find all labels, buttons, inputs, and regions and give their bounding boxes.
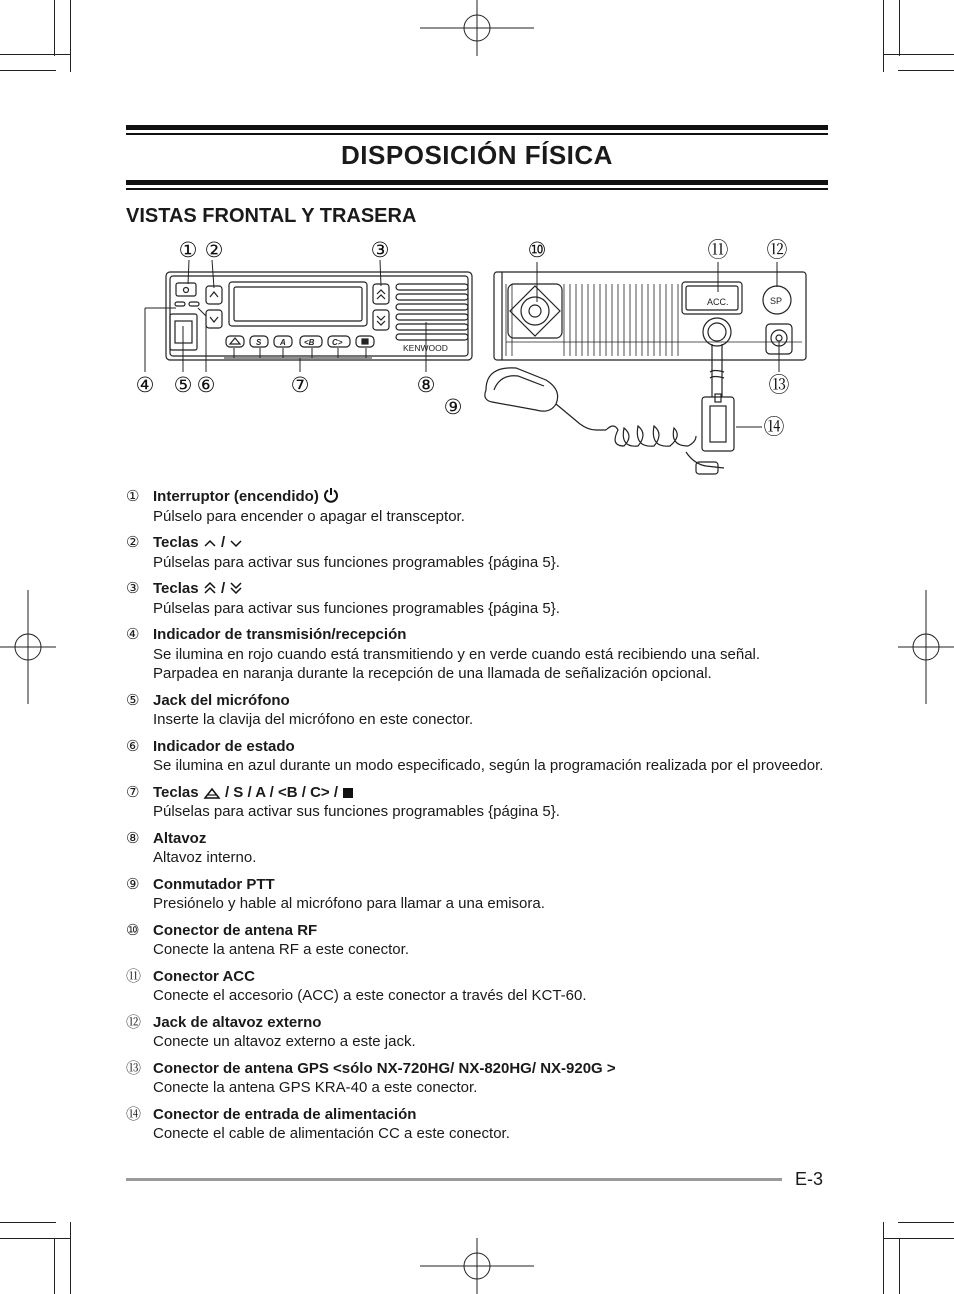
acc-label: ACC.: [707, 297, 729, 307]
microphone: [485, 368, 724, 474]
item-number: ⑭: [126, 1105, 142, 1123]
registration-mark-right: [898, 590, 954, 704]
item-title: Interruptor (encendido): [153, 488, 319, 505]
crop-mark: [884, 54, 954, 55]
item-number: ③: [126, 580, 140, 597]
crop-mark: [0, 1238, 70, 1239]
callout-2: ②: [204, 238, 224, 262]
item-title-keys: / S / A / <B / C> /: [224, 783, 339, 801]
item-number: ⑬: [126, 1059, 142, 1077]
callout-1: ①: [178, 238, 198, 262]
item-number: ⑪: [126, 967, 142, 985]
rf-antenna-connector: [508, 284, 562, 338]
section-title: VISTAS FRONTAL Y TRASERA: [126, 205, 417, 227]
item-title: Conector ACC: [153, 967, 255, 985]
list-item: [126, 737, 828, 776]
callout-7: ⑦: [290, 373, 310, 397]
crop-mark: [0, 54, 70, 55]
list-item: [126, 533, 828, 572]
crop-mark: [70, 1222, 71, 1294]
crop-mark: [884, 1238, 954, 1239]
item-title: Conmutador PTT: [153, 875, 275, 893]
double-up-chevron-icon: [203, 581, 217, 595]
callout-14: ⑭: [763, 415, 785, 439]
crop-mark: [898, 70, 954, 71]
title-rule-top: [126, 125, 828, 135]
item-description: Púlselas para activar sus funciones programables {página 5}.: [153, 803, 560, 820]
item-number: ⑨: [126, 875, 140, 893]
page-number: E-3: [795, 1169, 824, 1189]
registration-mark-left: [0, 590, 56, 704]
crop-mark: [883, 1222, 884, 1294]
lcd-display: [229, 282, 367, 326]
footer-rule: [126, 1178, 782, 1181]
crop-mark: [883, 0, 884, 72]
speaker-grille: [396, 284, 468, 340]
rear-panel: [494, 272, 806, 360]
callout-6: ⑥: [196, 373, 216, 397]
component-list: [126, 487, 828, 1151]
power-plug: [702, 397, 734, 451]
item-title: Teclas: [153, 580, 199, 597]
item-title: Altavoz: [153, 829, 207, 847]
item-description: Púlselas para activar sus funciones programables {página 5}.: [153, 553, 560, 571]
callout-8: ⑧: [416, 373, 436, 397]
callout-12: ⑫: [766, 238, 788, 262]
power-button: [176, 283, 196, 296]
callout-13: ⑬: [768, 373, 790, 397]
item-title-separator: /: [220, 580, 226, 597]
down-chevron-icon: [229, 537, 243, 549]
item-title: Teclas: [153, 783, 199, 801]
callout-5: ⑤: [173, 373, 193, 397]
item-description: Conecte el accesorio (ACC) a este conector a través del KCT-60.: [153, 987, 587, 1004]
item-title: Conector de antena GPS <sólo NX-720HG/ NX-820HG/ NX-920G >: [153, 1059, 616, 1077]
item-title: Jack del micrófono: [153, 691, 290, 709]
item-description: Conecte la antena RF a este conector.: [153, 941, 409, 958]
item-description: Se ilumina en rojo cuando está transmitiendo y en verde cuando está recibiendo una señal. Parpadea en naranja durante la recepción de una llamada de señalización opcional.: [153, 645, 761, 682]
item-number: ⑤: [126, 691, 140, 709]
list-item: [126, 1013, 828, 1052]
page-title: DISPOSICIÓN FÍSICA: [341, 140, 613, 170]
item-title: Teclas: [153, 534, 199, 551]
brand-logo: KENWOOD: [403, 343, 448, 353]
item-title: Jack de altavoz externo: [153, 1013, 322, 1031]
list-item: [126, 875, 828, 914]
list-item: [126, 487, 828, 526]
s-key-label: S: [256, 338, 262, 347]
c-key-label: C>: [332, 338, 343, 347]
callout-4: ④: [135, 373, 155, 397]
list-item: [126, 625, 828, 684]
item-title: Conector de entrada de alimentación: [153, 1105, 417, 1123]
status-led: [189, 302, 199, 306]
item-number: ④: [126, 626, 140, 643]
channel-up-key: [373, 284, 389, 304]
item-title: Indicador de estado: [153, 737, 295, 755]
list-item: [126, 1059, 828, 1098]
list-item: [126, 967, 828, 1006]
double-down-chevron-icon: [229, 581, 243, 595]
callout-10: ⑩: [527, 238, 547, 262]
list-item: [126, 691, 828, 730]
item-description: Conecte el cable de alimentación CC a este conector.: [153, 1125, 510, 1142]
item-number: ⑩: [126, 921, 140, 939]
crop-mark: [0, 70, 56, 71]
stop-square-icon: [342, 787, 354, 799]
item-description: Conecte un altavoz externo a este jack.: [153, 1033, 416, 1050]
item-description: Altavoz interno.: [153, 849, 257, 866]
crop-mark: [0, 1222, 56, 1223]
list-item: [126, 1105, 828, 1144]
item-description: Púlselas para activar sus funciones programables {página 5}.: [153, 599, 560, 617]
title-rule-bottom: [126, 180, 828, 190]
item-description: Púlselo para encender o apagar el transceptor.: [153, 507, 465, 525]
registration-mark-bottom: [420, 1238, 534, 1294]
item-title: Indicador de transmisión/recepción: [153, 626, 407, 643]
item-number: ①: [126, 488, 140, 505]
item-number: ⑦: [126, 783, 140, 801]
crop-mark: [899, 0, 900, 56]
list-item: [126, 829, 828, 868]
item-title-separator: /: [220, 534, 226, 551]
sp-label: SP: [770, 296, 783, 306]
item-number: ⑧: [126, 829, 140, 847]
item-description: Presiónelo y hable al micrófono para llamar a una emisora.: [153, 895, 545, 912]
item-title: Conector de antena RF: [153, 921, 318, 939]
up-key: [206, 286, 222, 304]
tx-rx-led: [175, 302, 185, 306]
crop-mark: [899, 1238, 900, 1294]
callout-9: ⑨: [443, 395, 463, 419]
down-key: [206, 310, 222, 328]
crop-mark: [54, 1238, 55, 1294]
item-number: ⑥: [126, 737, 140, 755]
b-key-label: <B: [304, 338, 315, 347]
registration-mark-top: [420, 0, 534, 56]
monitor-triangle-icon: [203, 787, 221, 799]
callout-3: ③: [370, 238, 390, 262]
item-description: Se ilumina en azul durante un modo especificado, según la programación realizada por el proveedor.: [153, 757, 824, 774]
a-key-label: A: [280, 338, 286, 347]
up-chevron-icon: [203, 537, 217, 549]
radio-illustration: [126, 232, 828, 487]
item-description: Conecte la antena GPS KRA-40 a este conector.: [153, 1079, 478, 1096]
power-icon: [323, 487, 339, 503]
list-item: [126, 579, 828, 618]
item-number: ⑫: [126, 1013, 142, 1031]
crop-mark: [70, 0, 71, 72]
item-description: Inserte la clavija del micrófono en este conector.: [153, 711, 474, 728]
crop-mark: [54, 0, 55, 56]
list-item: [126, 783, 828, 822]
callout-11: ⑪: [707, 238, 729, 262]
item-number: ②: [126, 534, 140, 551]
crop-mark: [898, 1222, 954, 1223]
list-item: [126, 921, 828, 960]
